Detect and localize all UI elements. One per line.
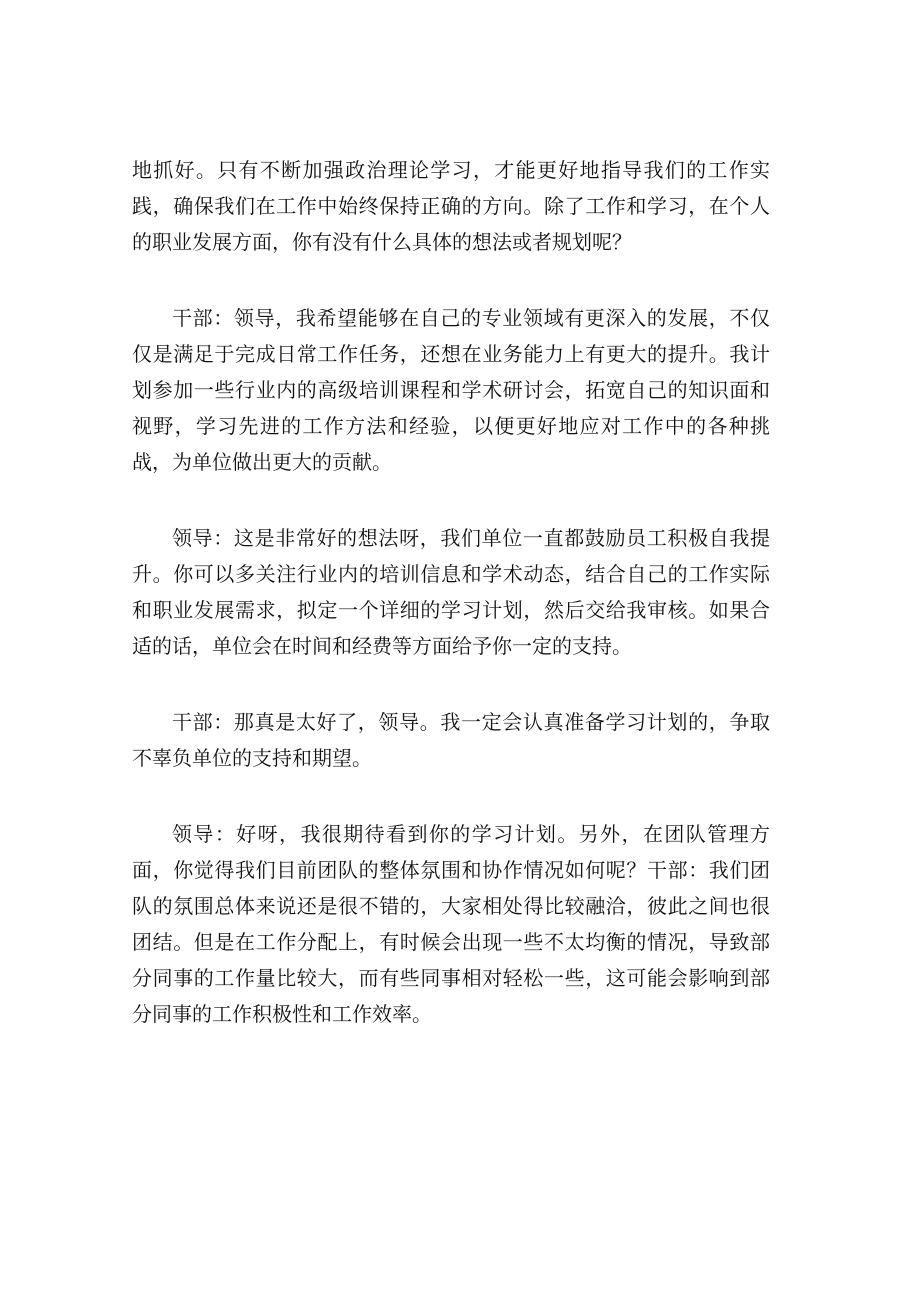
paragraph-2: 干部：领导，我希望能够在自己的专业领域有更深入的发展，不仅仅是满足于完成日常工作任务，还想在业务能力上有更大的提升。我计划参加一些行业内的高级培训课程和学术研讨会，拓宽自己的知识面和视野，学习先进的工作方法和经验，以便更好地应对工作中的各种挑战，为单位做出更大的贡献。 bbox=[132, 306, 770, 474]
paragraph-3: 领导：这是非常好的想法呀，我们单位一直都鼓励员工积极自我提升。你可以多关注行业内的培训信息和学术动态，结合自己的工作实际和职业发展需求，拟定一个详细的学习计划，然后交给我审核。如果合适的话，单位会在时间和经费等方面给予你一定的支持。 bbox=[132, 526, 770, 658]
paragraph-4: 干部：那真是太好了，领导。我一定会认真准备学习计划的，争取不辜负单位的支持和期望。 bbox=[132, 710, 770, 770]
paragraph-5: 领导：好呀，我很期待看到你的学习计划。另外，在团队管理方面，你觉得我们目前团队的整体氛围和协作情况如何呢？干部：我们团队的氛围总体来说还是很不错的，大家相处得比较融洽，彼此之间也很团结。但是在工作分配上，有时候会出现一些不太均衡的情况，导致部分同事的工作量比较大，而有些同事相对轻松一些，这可能会影响到部分同事的工作积极性和工作效率。 bbox=[132, 822, 770, 1026]
paragraph-1: 地抓好。只有不断加强政治理论学习，才能更好地指导我们的工作实践，确保我们在工作中始终保持正确的方向。除了工作和学习，在个人的职业发展方面，你有没有什么具体的想法或者规划呢？ bbox=[132, 158, 770, 254]
